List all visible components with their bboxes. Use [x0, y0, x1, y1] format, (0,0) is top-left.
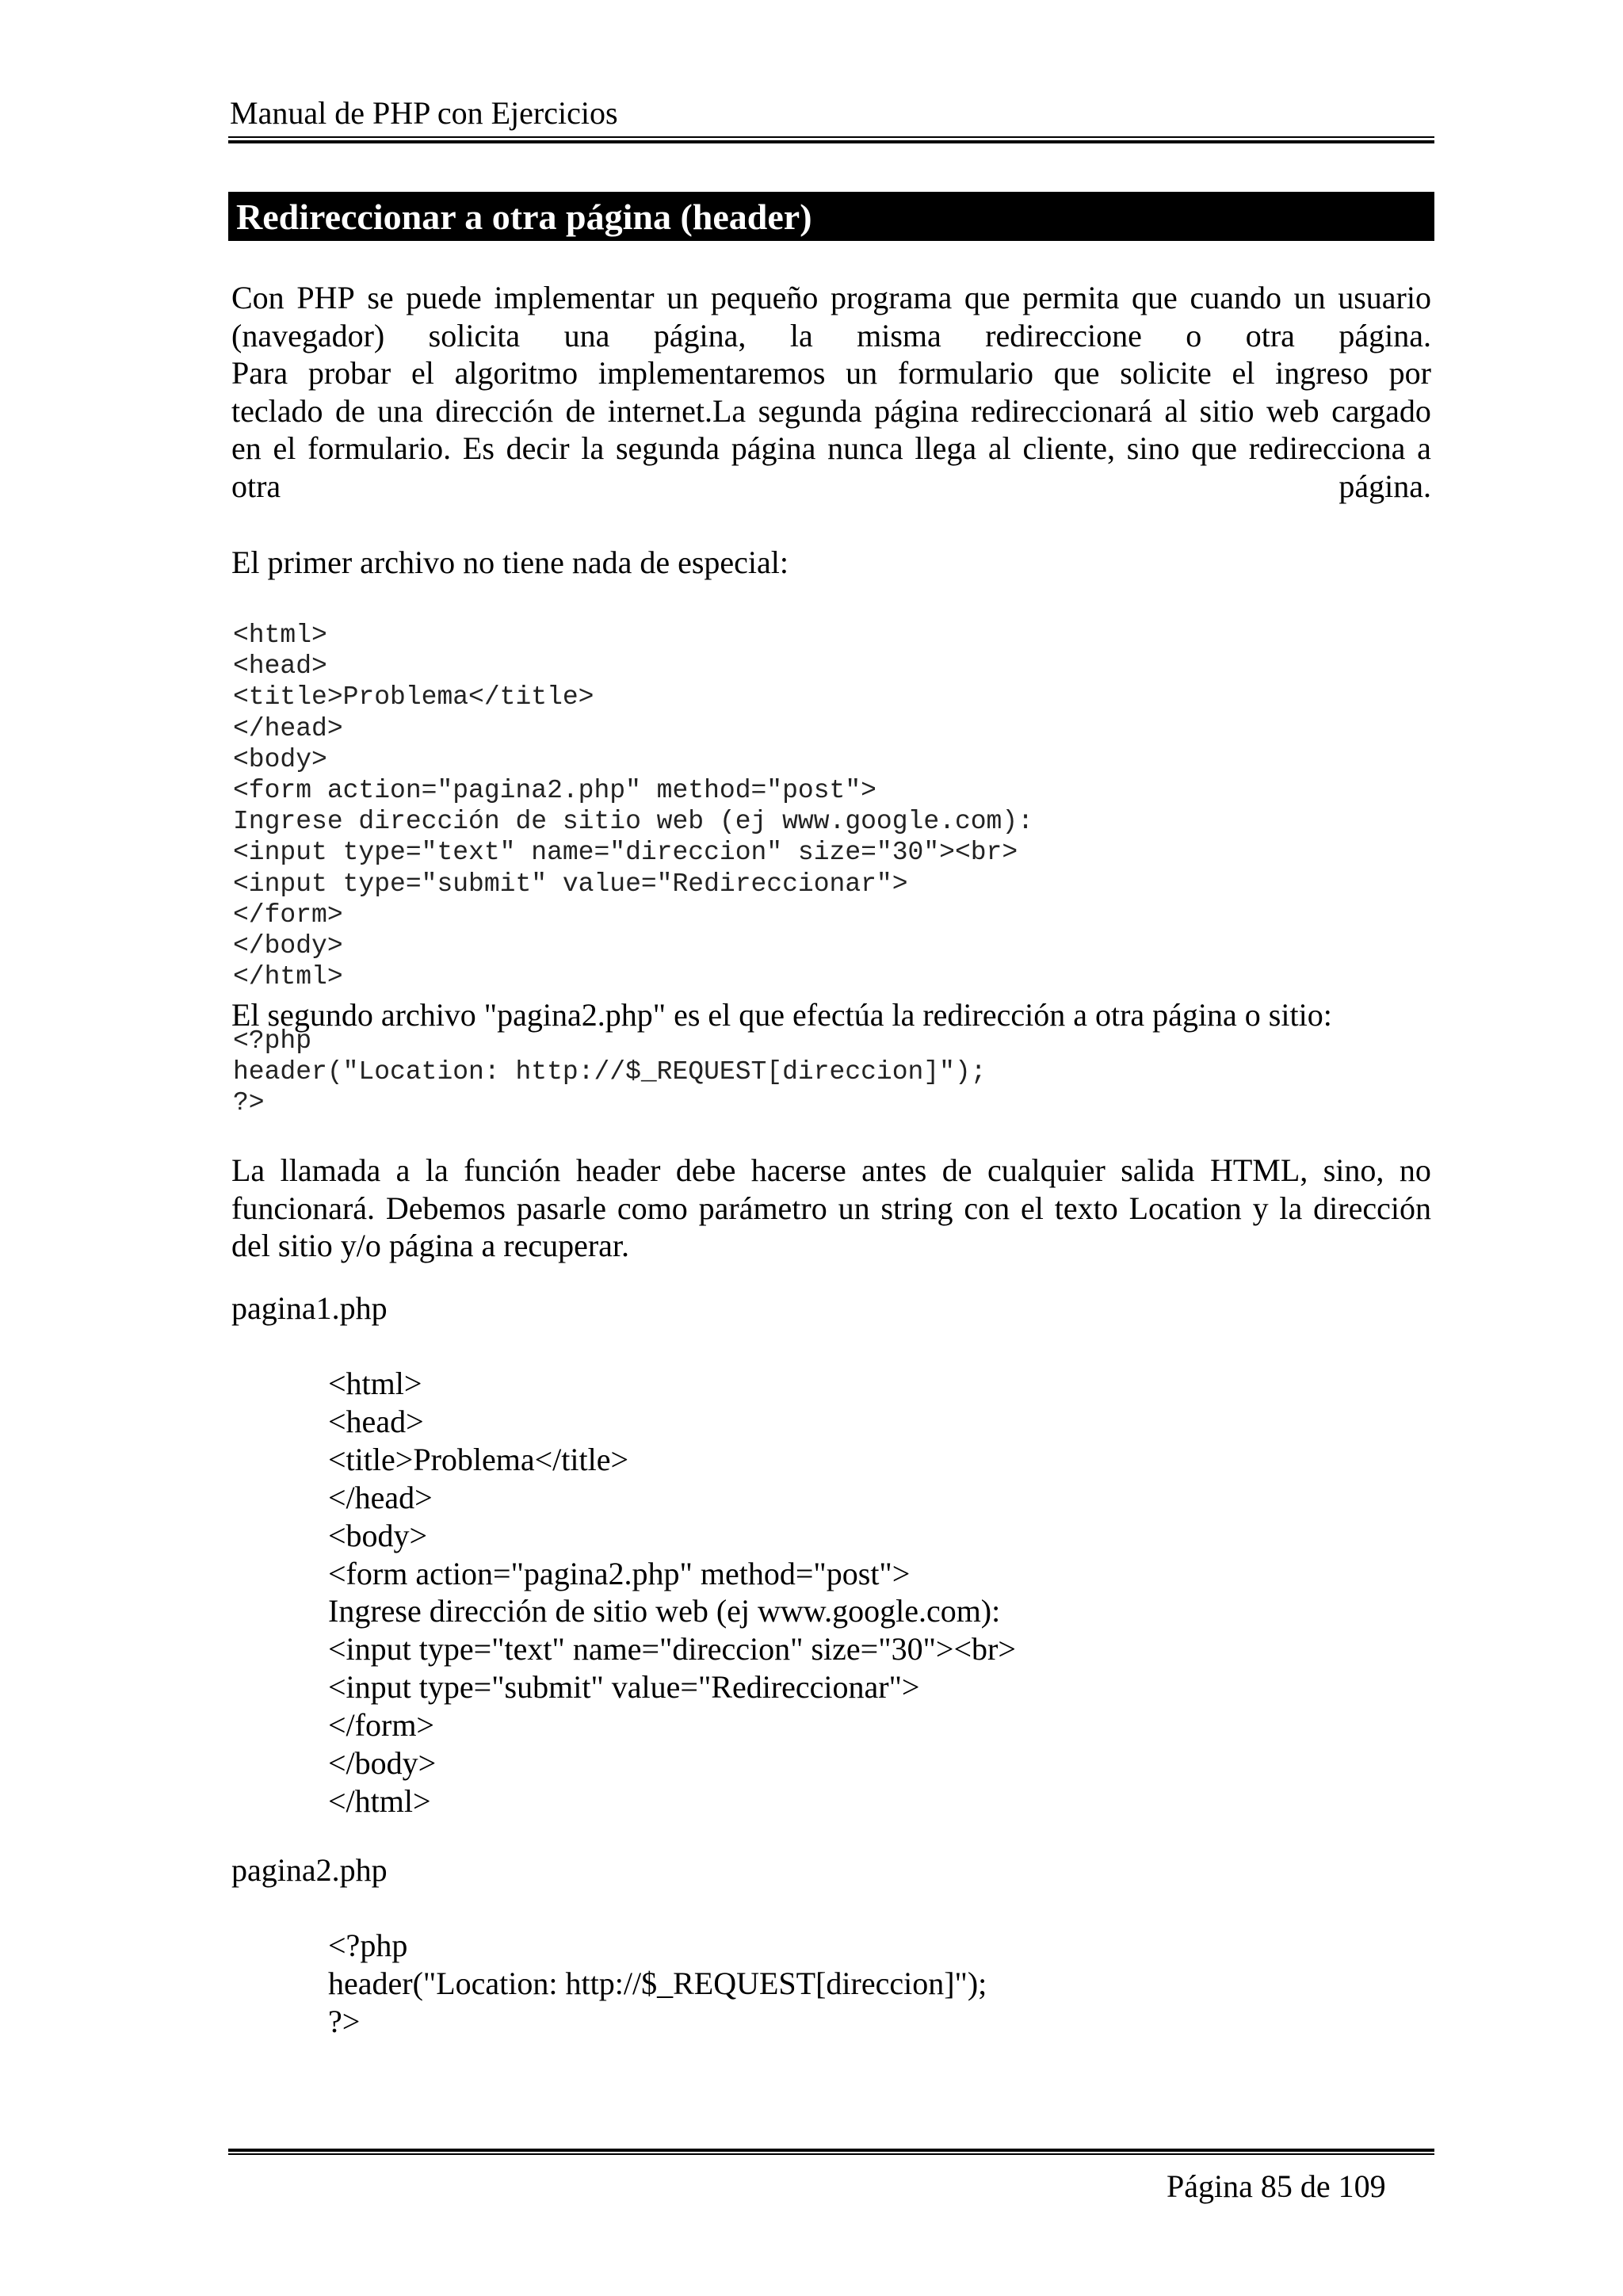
- paragraph-line: [231, 354, 1431, 392]
- footer-rule-thin: [228, 2153, 1434, 2155]
- word: Para: [231, 355, 288, 391]
- word: nunca: [827, 430, 903, 466]
- listing-line: <body>: [328, 1517, 428, 1553]
- word: funcionará.: [231, 1190, 376, 1226]
- word: dirección: [435, 392, 554, 429]
- paragraph-line: [231, 392, 1431, 430]
- word: pasarle: [516, 1190, 607, 1226]
- word: hacerse: [750, 1152, 846, 1188]
- page-number: Página 85 de 109: [1167, 2168, 1386, 2204]
- listing-line: <head>: [328, 1403, 424, 1439]
- word: HTML,: [1209, 1152, 1308, 1188]
- word: a: [1417, 430, 1431, 466]
- word: que: [1132, 280, 1178, 315]
- word: el: [1232, 355, 1255, 391]
- word: string: [880, 1190, 953, 1226]
- listing-line: </body>: [328, 1745, 437, 1782]
- word: otra: [231, 468, 281, 504]
- word: algoritmo: [454, 355, 579, 391]
- word: cualquier: [987, 1152, 1106, 1188]
- word: con: [964, 1190, 1010, 1226]
- code-line: <input type="text" name="direccion" size="30"><br>: [233, 838, 1018, 868]
- word: redirecciona: [1248, 430, 1406, 466]
- word: texto: [1054, 1190, 1118, 1226]
- code-line: <body>: [233, 744, 327, 774]
- code-line: Ingrese dirección de sitio web (ej www.google.com):: [233, 807, 1033, 837]
- word: llega: [915, 430, 977, 466]
- second-file-intro: El segundo archivo "pagina2.php" es el que efectúa la redirección a otra página o sitio:: [231, 997, 1332, 1033]
- intro-paragraph: [231, 279, 1431, 505]
- word: de: [565, 392, 596, 429]
- listing-line: ?>: [328, 2003, 361, 2039]
- word: decir: [506, 430, 570, 466]
- listing-line: header("Location: http://$_REQUEST[direccion]");: [328, 1965, 987, 2001]
- listing-line: <title>Problema</title>: [328, 1441, 629, 1477]
- code-line: <html>: [233, 621, 327, 650]
- code-line: <?php: [233, 1026, 312, 1056]
- listing-line: </html>: [328, 1782, 431, 1819]
- code-line: <form action="pagina2.php" method="post">: [233, 776, 876, 806]
- code-line: </head>: [233, 713, 343, 743]
- word: página: [731, 430, 816, 466]
- word: implementaremos: [598, 355, 826, 391]
- header-rule-thin: [228, 136, 1434, 138]
- word: solicita: [428, 317, 521, 353]
- word: la: [1279, 1190, 1303, 1226]
- paragraph-line: [231, 317, 1431, 355]
- word: debe: [675, 1152, 736, 1188]
- word: la: [789, 317, 813, 353]
- listing-line: Ingrese dirección de sitio web (ej www.google.com):: [328, 1593, 1001, 1629]
- word: función: [464, 1152, 561, 1188]
- word: formulario: [897, 355, 1033, 391]
- word: un: [838, 1190, 870, 1226]
- word: Location: [1128, 1190, 1242, 1226]
- listing-line: <?php: [328, 1927, 408, 1963]
- running-header-title: Manual de PHP con Ejercicios: [230, 95, 618, 131]
- word: página.: [1338, 468, 1431, 504]
- word: misma: [857, 317, 941, 353]
- word: como: [617, 1190, 688, 1226]
- word: página: [874, 392, 959, 429]
- paragraph-line: [231, 1190, 1431, 1228]
- word: antes: [861, 1152, 927, 1188]
- word: una: [377, 392, 423, 429]
- word: un: [1293, 280, 1326, 315]
- listing-line: <form action="pagina2.php" method="post">: [328, 1555, 911, 1591]
- pagina1-label: pagina1.php: [231, 1290, 388, 1326]
- word: web: [1266, 392, 1319, 429]
- word: teclado: [231, 392, 323, 429]
- pagina1-listing: [328, 1365, 1016, 1820]
- word: header: [575, 1152, 661, 1188]
- word: formulario.: [307, 430, 452, 466]
- word: y: [1252, 1190, 1269, 1226]
- word: de: [941, 1152, 972, 1188]
- code-line: <title>Problema</title>: [233, 682, 594, 712]
- word: cuando: [1190, 280, 1281, 315]
- section-title-bar: [228, 192, 1434, 241]
- word: segunda: [758, 392, 862, 429]
- word: al: [1164, 392, 1188, 429]
- word: se: [367, 280, 394, 315]
- pagina2-label: pagina2.php: [231, 1852, 388, 1888]
- word: sino: [1126, 430, 1180, 466]
- word: permita: [1022, 280, 1120, 315]
- word: programa: [830, 280, 953, 315]
- word: segunda: [615, 430, 720, 466]
- paragraph-line: del sitio y/o página a recuperar.: [231, 1228, 630, 1263]
- code-line: </html>: [233, 962, 343, 992]
- listing-line: </head>: [328, 1479, 433, 1515]
- pagina2-listing: [328, 1927, 987, 2041]
- word: redireccione: [985, 317, 1142, 353]
- word: que: [1191, 430, 1237, 466]
- word: al: [987, 430, 1011, 466]
- word: La: [231, 1152, 265, 1188]
- word: dirección: [1313, 1190, 1431, 1226]
- word: en: [231, 430, 262, 466]
- word: parámetro: [698, 1190, 827, 1226]
- word: ingreso: [1275, 355, 1369, 391]
- word: a: [395, 1152, 411, 1188]
- word: página.: [1338, 317, 1431, 353]
- word: que: [1053, 355, 1100, 391]
- listing-line: <html>: [328, 1366, 422, 1401]
- code-block-pagina1: [233, 620, 1033, 992]
- word: Debemos: [385, 1190, 506, 1226]
- word: que: [964, 280, 1010, 315]
- word: internet.La: [607, 392, 747, 429]
- word: usuario: [1338, 280, 1431, 315]
- explanation-paragraph: [231, 1152, 1431, 1265]
- first-file-intro: El primer archivo no tiene nada de especial:: [231, 544, 789, 580]
- word: PHP: [296, 280, 355, 315]
- word: cargado: [1331, 392, 1431, 429]
- word: una: [563, 317, 610, 353]
- listing-line: </form>: [328, 1707, 434, 1744]
- paragraph-line: [231, 430, 1431, 468]
- code-line: header("Location: http://$_REQUEST[direccion]");: [233, 1057, 987, 1087]
- word: no: [1399, 1152, 1431, 1188]
- word: solicite: [1120, 355, 1212, 391]
- paragraph-line: [231, 468, 1431, 506]
- header-rule-thick: [228, 140, 1434, 143]
- word: salida: [1121, 1152, 1195, 1188]
- word: un: [846, 355, 878, 391]
- code-line: <head>: [233, 651, 327, 682]
- footer-rule-thick: [228, 2149, 1434, 2152]
- word: Con: [231, 280, 285, 315]
- word: probar: [307, 355, 391, 391]
- listing-line: <input type="text" name="direccion" size="30"><br>: [328, 1631, 1016, 1668]
- section-title: Redireccionar a otra página (header): [236, 197, 812, 237]
- word: implementar: [494, 280, 655, 315]
- code-line: </body>: [233, 931, 343, 961]
- code-line: <input type="submit" value="Redireccionar">: [233, 869, 908, 899]
- word: la: [581, 430, 605, 466]
- word: la: [425, 1152, 449, 1188]
- word: cliente,: [1022, 430, 1116, 466]
- word: Es: [462, 430, 495, 466]
- code-line: </form>: [233, 900, 343, 930]
- word: redireccionará: [971, 392, 1152, 429]
- word: de: [334, 392, 365, 429]
- word: puede: [406, 280, 482, 315]
- word: sitio: [1199, 392, 1254, 429]
- word: el: [273, 430, 296, 466]
- code-block-pagina2: [233, 1026, 987, 1119]
- word: pequeño: [710, 280, 819, 315]
- word: un: [666, 280, 699, 315]
- word: página,: [653, 317, 747, 353]
- word: o: [1186, 317, 1202, 353]
- word: sino,: [1323, 1152, 1384, 1188]
- word: llamada: [280, 1152, 381, 1188]
- paragraph-line: [231, 279, 1431, 317]
- word: el: [411, 355, 434, 391]
- word: por: [1388, 355, 1431, 391]
- listing-line: <input type="submit" value="Redireccionar">: [328, 1669, 920, 1706]
- word: (navegador): [231, 317, 385, 353]
- code-line: ?>: [233, 1088, 265, 1118]
- word: otra: [1245, 317, 1295, 353]
- paragraph-line: [231, 1152, 1431, 1190]
- word: el: [1021, 1190, 1044, 1226]
